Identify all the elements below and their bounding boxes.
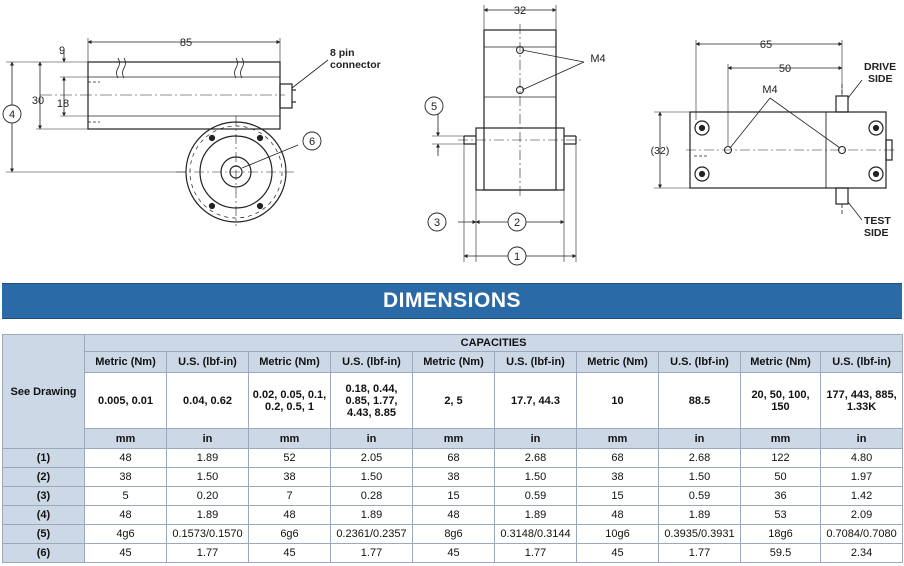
length-unit: mm xyxy=(741,429,821,449)
callout-5: 5 xyxy=(430,101,438,113)
table-cell: 2.09 xyxy=(821,506,903,525)
unit-header-row xyxy=(3,352,903,373)
callout-6: 6 xyxy=(308,136,316,148)
capacity-value: 17.7, 44.3 xyxy=(495,373,577,429)
table-cell: 2.68 xyxy=(659,449,741,468)
table-cell: 0.2361/0.2357 xyxy=(331,525,413,544)
drive-side-label: DRIVE xyxy=(864,61,897,73)
table-cell: 38 xyxy=(249,468,331,487)
table-cell: 48 xyxy=(413,506,495,525)
table-cell: 1.77 xyxy=(331,544,413,563)
row-label: (3) xyxy=(3,487,85,506)
table-row xyxy=(3,525,903,544)
table-cell: 5 xyxy=(85,487,167,506)
table-cell: 45 xyxy=(249,544,331,563)
row-label: (6) xyxy=(3,544,85,563)
thread-m4-label: M4 xyxy=(590,53,606,65)
table-cell: 0.28 xyxy=(331,487,413,506)
thread-m4-label-top: M4 xyxy=(762,84,778,96)
table-cell: 1.42 xyxy=(821,487,903,506)
table-row xyxy=(3,468,903,487)
table-cell: 15 xyxy=(413,487,495,506)
unit-header: U.S. (lbf-in) xyxy=(331,352,413,373)
length-unit: mm xyxy=(577,429,659,449)
table-cell: 59.5 xyxy=(741,544,821,563)
table-cell: 48 xyxy=(577,506,659,525)
side-view-drawing xyxy=(3,38,328,226)
length-unit: in xyxy=(659,429,741,449)
length-unit: in xyxy=(495,429,577,449)
table-cell: 2.68 xyxy=(495,449,577,468)
table-cell: 7 xyxy=(249,487,331,506)
row-label: (5) xyxy=(3,525,85,544)
top-view-drawing xyxy=(654,40,896,220)
row-label: (2) xyxy=(3,468,85,487)
callout-3: 3 xyxy=(433,217,441,229)
unit-header: Metric (Nm) xyxy=(741,352,821,373)
unit-header: Metric (Nm) xyxy=(249,352,331,373)
table-cell: 1.77 xyxy=(495,544,577,563)
dim-32-paren-label: (32) xyxy=(650,145,670,157)
row-label: (4) xyxy=(3,506,85,525)
length-unit: mm xyxy=(85,429,167,449)
capacity-value: 0.18, 0.44, 0.85, 1.77, 4.43, 8.85 xyxy=(331,373,413,429)
table-cell: 2.34 xyxy=(821,544,903,563)
table-cell: 38 xyxy=(577,468,659,487)
dim-85-label: 85 xyxy=(179,37,193,49)
capacity-value: 0.02, 0.05, 0.1, 0.2, 0.5, 1 xyxy=(249,373,331,429)
capacity-value: 2, 5 xyxy=(413,373,495,429)
table-cell: 122 xyxy=(741,449,821,468)
table-cell: 45 xyxy=(577,544,659,563)
table-cell: 8g6 xyxy=(413,525,495,544)
table-cell: 48 xyxy=(85,506,167,525)
dimensions-table xyxy=(2,334,903,563)
capacity-value: 20, 50, 100, 150 xyxy=(741,373,821,429)
table-cell: 45 xyxy=(85,544,167,563)
table-cell: 53 xyxy=(741,506,821,525)
table-cell: 0.3148/0.3144 xyxy=(495,525,577,544)
end-view-drawing xyxy=(425,5,584,265)
length-unit: in xyxy=(821,429,903,449)
table-cell: 1.50 xyxy=(167,468,249,487)
table-cell: 1.89 xyxy=(495,506,577,525)
table-cell: 68 xyxy=(413,449,495,468)
test-side-label-2: SIDE xyxy=(864,227,889,239)
capacity-value: 10 xyxy=(577,373,659,429)
table-row xyxy=(3,487,903,506)
table-cell: 2.05 xyxy=(331,449,413,468)
unit-header: U.S. (lbf-in) xyxy=(821,352,903,373)
length-unit: in xyxy=(167,429,249,449)
length-unit: in xyxy=(331,429,413,449)
unit-header: U.S. (lbf-in) xyxy=(167,352,249,373)
table-cell: 1.89 xyxy=(167,449,249,468)
table-cell: 6g6 xyxy=(249,525,331,544)
capacity-value: 0.005, 0.01 xyxy=(85,373,167,429)
unit-header: Metric (Nm) xyxy=(413,352,495,373)
table-cell: 0.59 xyxy=(495,487,577,506)
dim-30-label: 30 xyxy=(31,95,45,107)
dimension-rows xyxy=(3,449,903,563)
table-cell: 52 xyxy=(249,449,331,468)
dim-9-label: 9 xyxy=(58,45,66,57)
table-cell: 1.50 xyxy=(659,468,741,487)
table-cell: 48 xyxy=(249,506,331,525)
technical-drawings xyxy=(0,0,904,278)
table-cell: 38 xyxy=(413,468,495,487)
dimensions-banner xyxy=(2,283,902,319)
table-cell: 4.80 xyxy=(821,449,903,468)
unit-header: U.S. (lbf-in) xyxy=(495,352,577,373)
unit-header: Metric (Nm) xyxy=(85,352,167,373)
banner-title: DIMENSIONS xyxy=(382,289,521,312)
table-cell: 0.1573/0.1570 xyxy=(167,525,249,544)
table-cell: 10g6 xyxy=(577,525,659,544)
table-cell: 1.50 xyxy=(331,468,413,487)
callout-2: 2 xyxy=(513,217,521,229)
table-row xyxy=(3,544,903,563)
table-cell: 1.89 xyxy=(167,506,249,525)
capacity-value: 0.04, 0.62 xyxy=(167,373,249,429)
table-cell: 0.7084/0.7080 xyxy=(821,525,903,544)
table-cell: 1.77 xyxy=(659,544,741,563)
table-cell: 36 xyxy=(741,487,821,506)
length-unit: mm xyxy=(413,429,495,449)
connector-label-2: connector xyxy=(330,59,381,71)
table-cell: 45 xyxy=(413,544,495,563)
capacity-values-row xyxy=(3,373,903,429)
row-label: (1) xyxy=(3,449,85,468)
table-cell: 0.59 xyxy=(659,487,741,506)
table-cell: 1.97 xyxy=(821,468,903,487)
capacities-header: CAPACITIES xyxy=(85,335,903,352)
capacity-value: 88.5 xyxy=(659,373,741,429)
dim-65-label: 65 xyxy=(759,39,773,51)
callout-4: 4 xyxy=(8,109,16,121)
table-cell: 0.3935/0.3931 xyxy=(659,525,741,544)
table-cell: 68 xyxy=(577,449,659,468)
callout-1: 1 xyxy=(513,251,521,263)
unit-header: Metric (Nm) xyxy=(577,352,659,373)
table-cell: 1.77 xyxy=(167,544,249,563)
table-cell: 48 xyxy=(85,449,167,468)
dim-32-label: 32 xyxy=(513,5,527,17)
unit-header: U.S. (lbf-in) xyxy=(659,352,741,373)
see-drawing-header: See Drawing xyxy=(3,335,85,449)
table-cell: 18g6 xyxy=(741,525,821,544)
table-row xyxy=(3,506,903,525)
table-row xyxy=(3,449,903,468)
length-unit: mm xyxy=(249,429,331,449)
test-side-label: TEST xyxy=(864,215,891,227)
drive-side-label-2: SIDE xyxy=(868,73,893,85)
dim-50-label: 50 xyxy=(778,63,792,75)
length-unit-row xyxy=(3,429,903,449)
table-cell: 1.89 xyxy=(331,506,413,525)
table-cell: 50 xyxy=(741,468,821,487)
table-cell: 38 xyxy=(85,468,167,487)
table-cell: 4g6 xyxy=(85,525,167,544)
connector-label: 8 pin xyxy=(330,47,355,59)
table-cell: 1.89 xyxy=(659,506,741,525)
capacity-value: 177, 443, 885, 1.33K xyxy=(821,373,903,429)
table-cell: 15 xyxy=(577,487,659,506)
table-cell: 1.50 xyxy=(495,468,577,487)
table-cell: 0.20 xyxy=(167,487,249,506)
dim-18-label: 18 xyxy=(56,98,70,110)
